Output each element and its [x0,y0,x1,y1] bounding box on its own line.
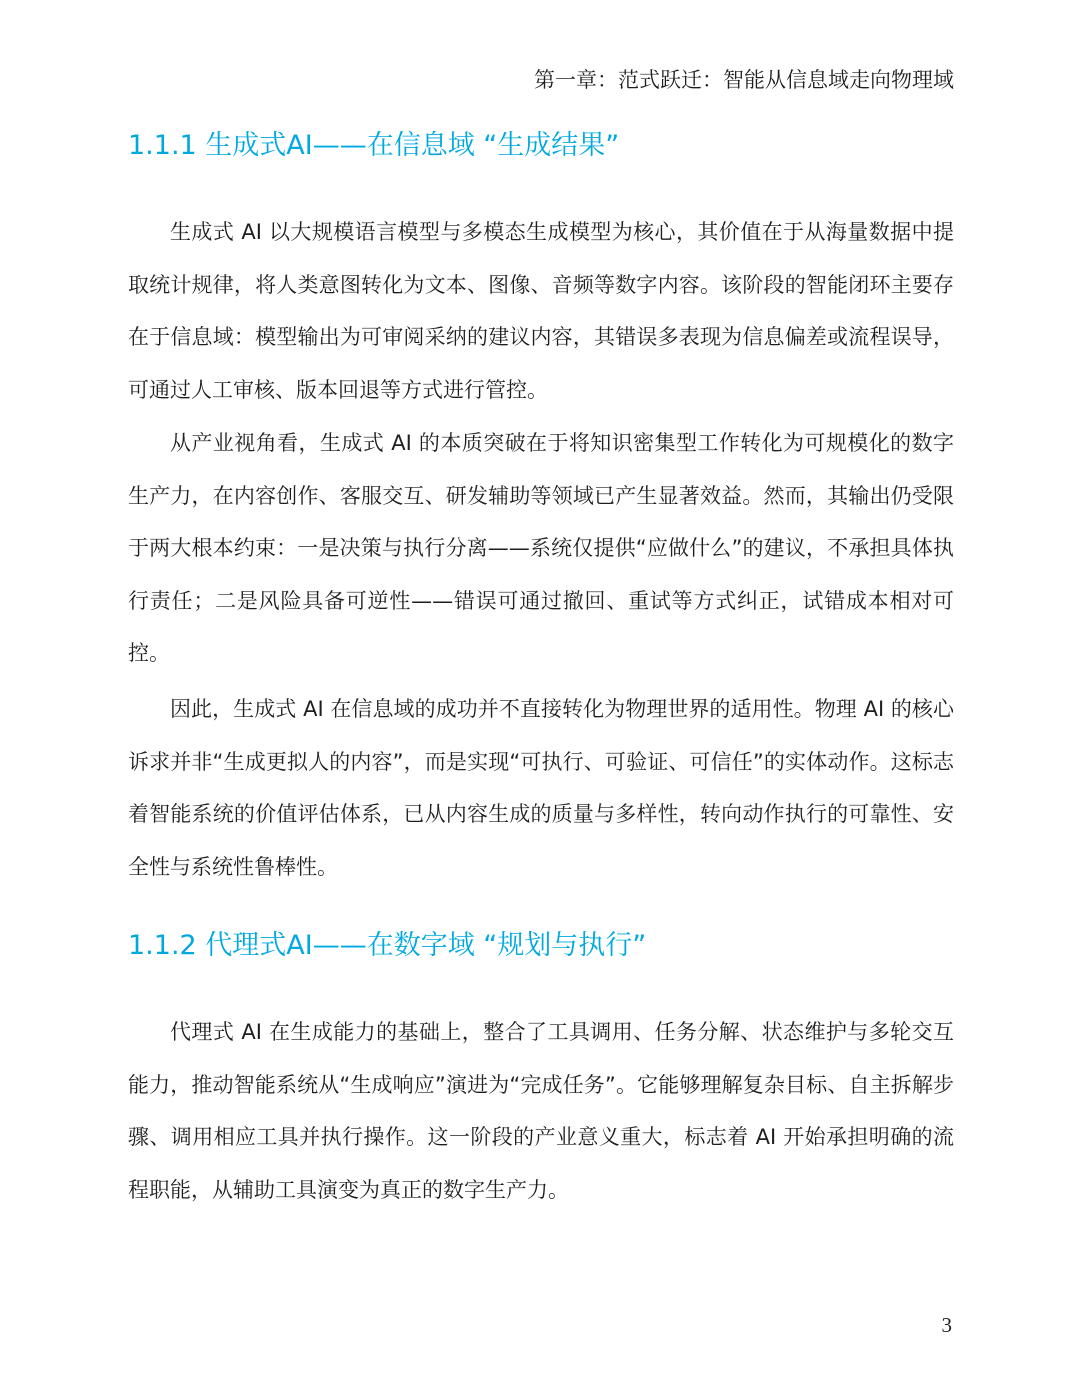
page-number: 3 [941,1313,952,1337]
paragraph-generative-ai-industry: 从产业视角看，生成式 AI 的本质突破在于将知识密集型工作转化为可规模化的数字生产力，在内容创作、客服交互、研发辅助等领域已产生显著效益。然而，其输出仍受限于两大根本约束：一是决策与执行分离——系统仅提供“应做什么”的建议，不承担具体执行责任；二是风险具备可逆性——错误可通过撤回、重试等方式纠正，试错成本相对可控。 [128,431,954,665]
section-heading-1-1-2: 1.1.2 代理式AI——在数字域 “规划与执行” [128,930,647,961]
section-heading-1-1-1: 1.1.1 生成式AI——在信息域 “生成结果” [128,130,620,161]
paragraph-generative-ai-conclusion: 因此，生成式 AI 在信息域的成功并不直接转化为物理世界的适用性。物理 AI 的核心诉求并非“生成更拟人的内容”，而是实现“可执行、可验证、可信任”的实体动作。这标志着智能系统的价值评估体系，已从内容生成的质量与多样性，转向动作执行的可靠性、安全性与系统性鲁棒性。 [128,697,954,879]
paragraph-generative-ai-intro: 生成式 AI 以大规模语言模型与多模态生成模型为核心，其价值在于从海量数据中提取统计规律，将人类意图转化为文本、图像、音频等数字内容。该阶段的智能闭环主要存在于信息域：模型输出为可审阅采纳的建议内容，其错误多表现为信息偏差或流程误导，可通过人工审核、版本回退等方式进行管控。 [128,220,954,402]
running-header-chapter-title: 第一章：范式跃迁：智能从信息域走向物理域 [534,68,954,92]
paragraph-agentic-ai-intro: 代理式 AI 在生成能力的基础上，整合了工具调用、任务分解、状态维护与多轮交互能力，推动智能系统从“生成响应”演进为“完成任务”。它能够理解复杂目标、自主拆解步骤、调用相应工具并执行操作。这一阶段的产业意义重大，标志着 AI 开始承担明确的流程职能，从辅助工具演变为真正的数字生产力。 [128,1020,955,1202]
